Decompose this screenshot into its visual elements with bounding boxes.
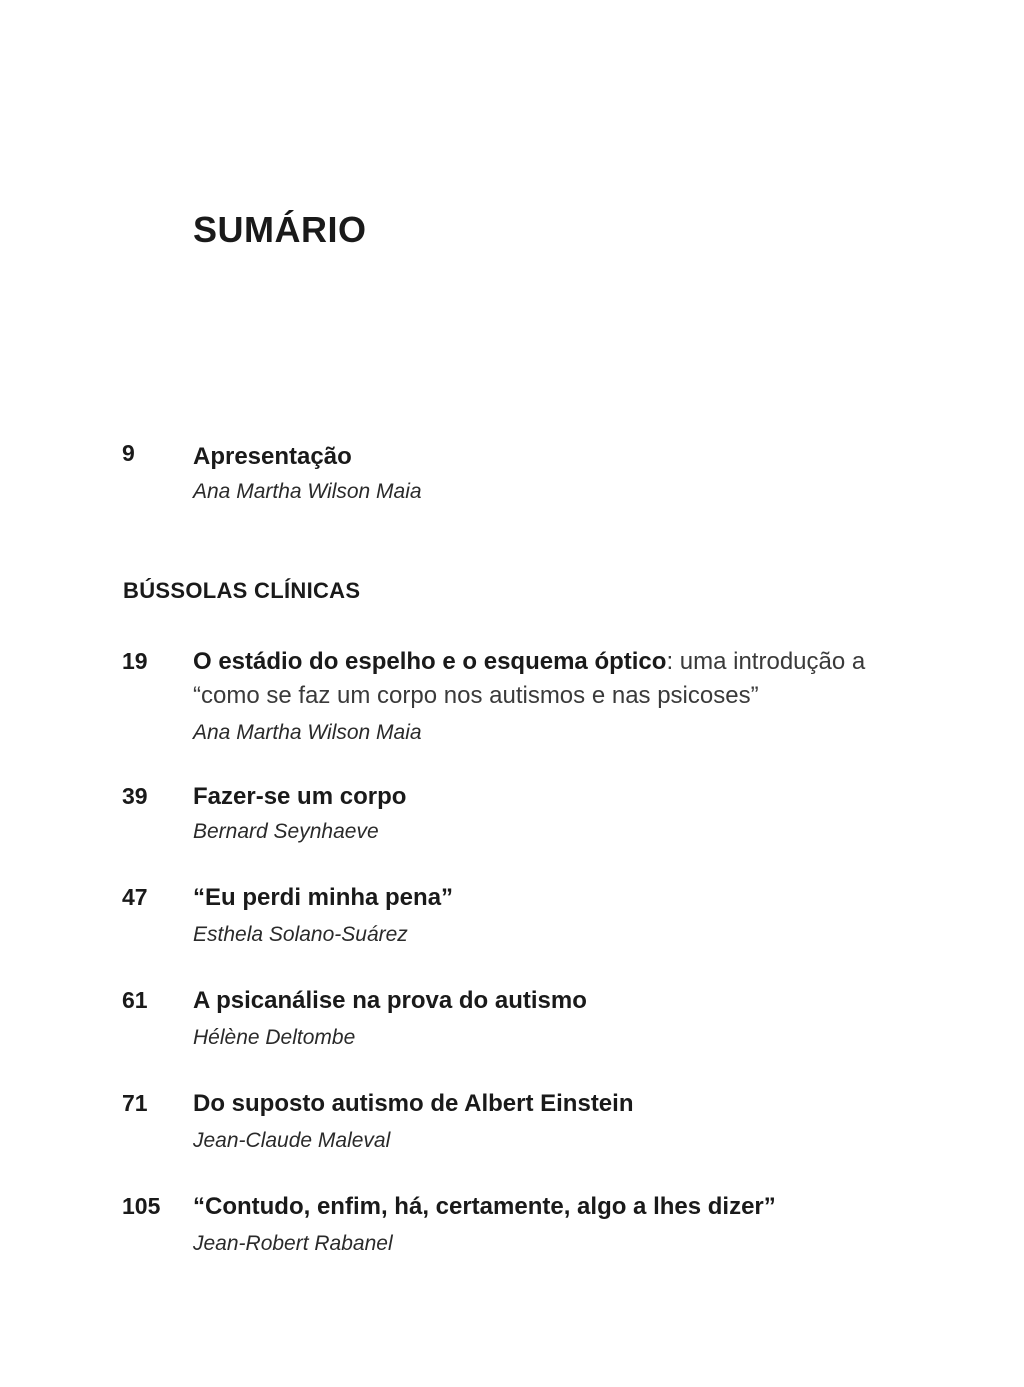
toc-entry-subtitle: : uma introdução a “como se faz um corpo nos autismos e nas psicoses” xyxy=(193,648,866,709)
toc-entry-title xyxy=(193,1190,933,1224)
toc-entry-author: Jean-Claude Maleval xyxy=(193,1129,391,1152)
toc-entry-title-bold: A psicanálise na prova do autismo xyxy=(193,987,587,1014)
section-heading: BÚSSOLAS CLÍNICAS xyxy=(123,578,361,603)
toc-entry-title xyxy=(193,881,933,915)
toc-page-number: 61 xyxy=(122,987,148,1013)
toc-entry-title-bold: Do suposto autismo de Albert Einstein xyxy=(193,1090,634,1117)
toc-page-number: 19 xyxy=(122,648,148,674)
toc-entry-author: Esthela Solano-Suárez xyxy=(193,923,408,946)
toc-entry-title-bold: “Eu perdi minha pena” xyxy=(193,884,454,911)
toc-entry-author: Ana Martha Wilson Maia xyxy=(193,721,422,744)
toc-page-number: 39 xyxy=(122,783,148,809)
toc-entry-title xyxy=(193,984,933,1018)
toc-entry-author: Bernard Seynhaeve xyxy=(193,820,379,843)
toc-entry-author: Hélène Deltombe xyxy=(193,1026,356,1049)
toc-entry-title-bold: Fazer-se um corpo xyxy=(193,783,407,810)
toc-entry-title xyxy=(193,780,933,814)
toc-entry-author: Jean-Robert Rabanel xyxy=(193,1232,393,1255)
toc-entry-title-bold: O estádio do espelho e o esquema óptico xyxy=(193,648,667,675)
toc-entry-title-bold: “Contudo, enfim, há, certamente, algo a lhes dizer” xyxy=(193,1193,776,1220)
toc-page-number: 105 xyxy=(122,1193,161,1219)
toc-entry-author: Ana Martha Wilson Maia xyxy=(193,480,422,503)
toc-page-number: 47 xyxy=(122,884,148,910)
toc-entry-title xyxy=(193,1087,933,1121)
toc-page-number: 71 xyxy=(122,1090,148,1116)
page-title: SUMÁRIO xyxy=(193,209,367,250)
toc-entry-title-bold: Apresentação xyxy=(193,443,352,470)
toc-page-number: 9 xyxy=(122,440,135,466)
toc-entry-title xyxy=(193,440,933,474)
toc-entry-title xyxy=(193,645,933,713)
